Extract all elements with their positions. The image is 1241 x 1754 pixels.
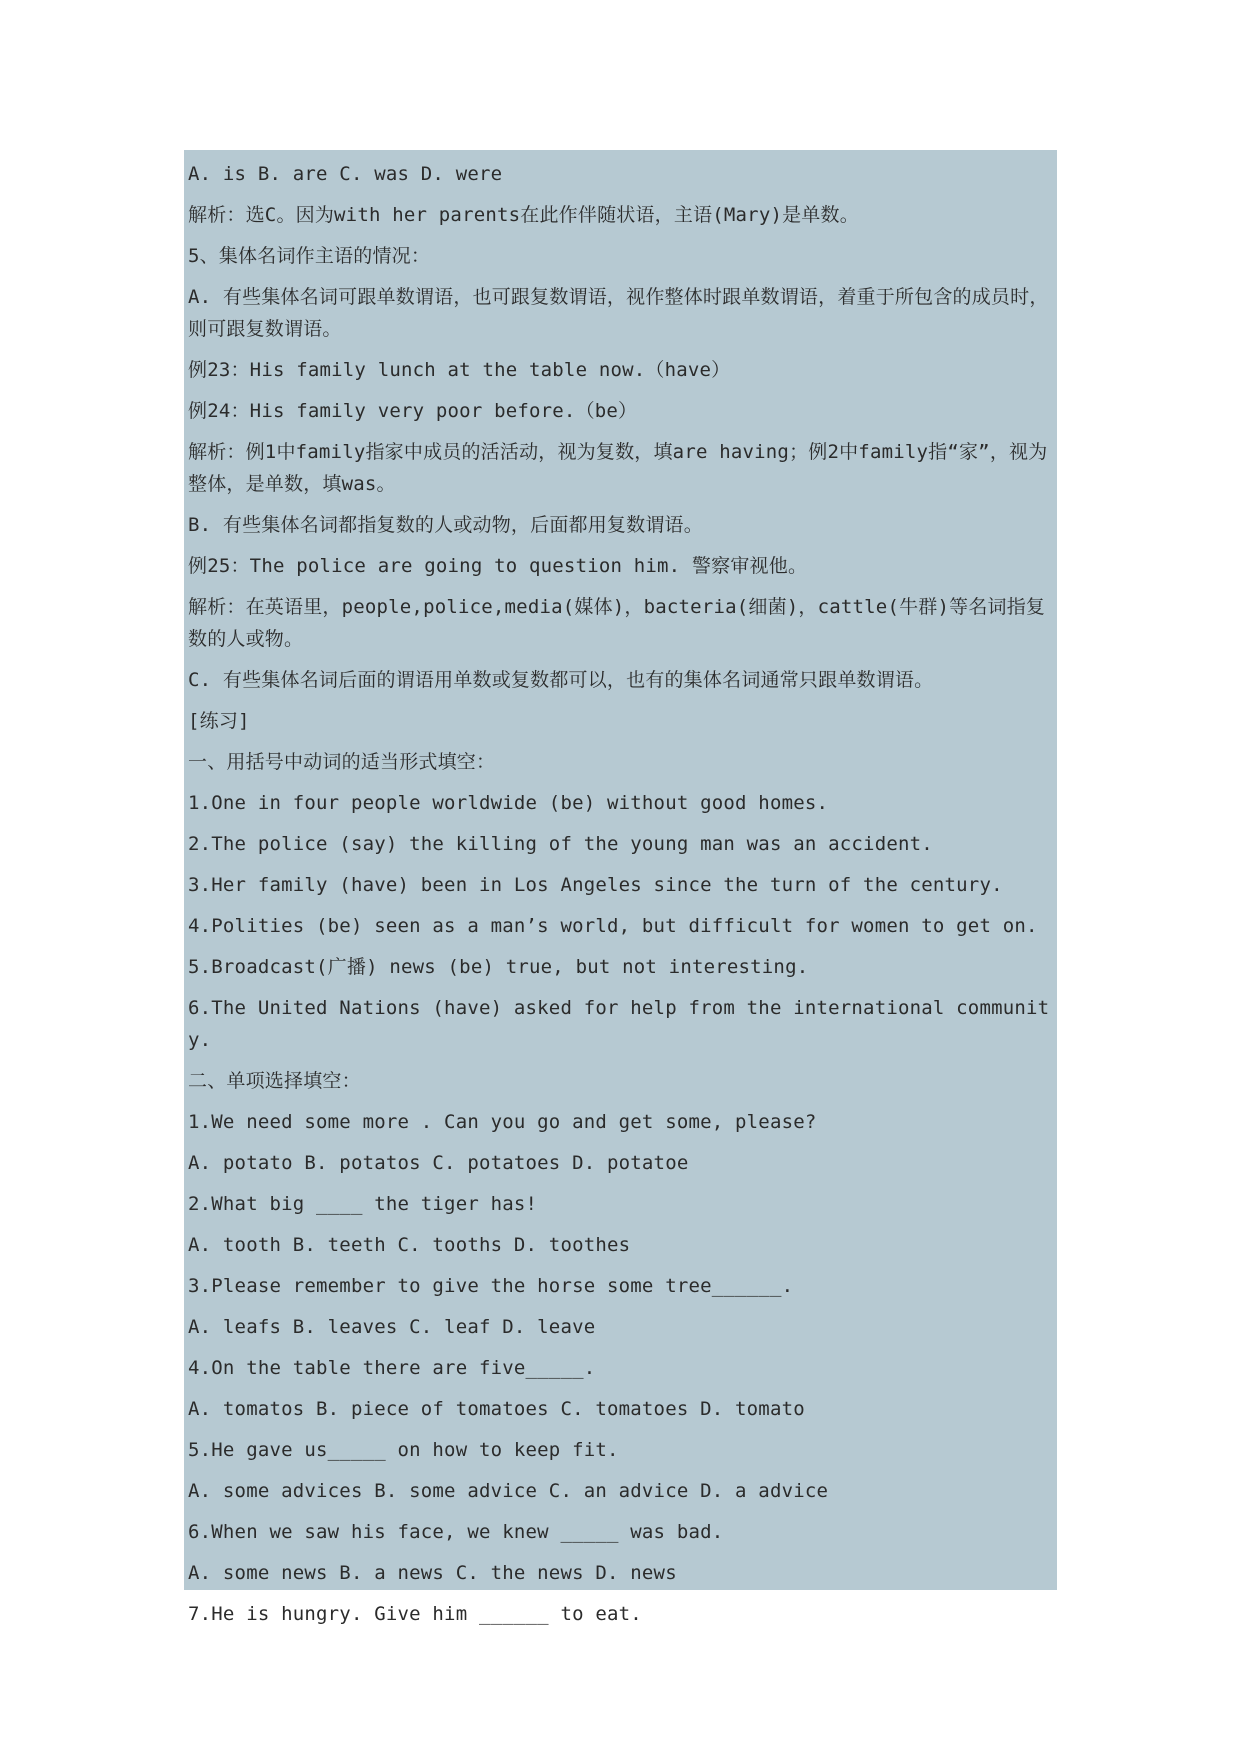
exercise-question: 4.Polities (be) seen as a man’s world, but difficult for women to get on.	[188, 915, 1038, 937]
section-heading: 5、集体名词作主语的情况：	[188, 245, 431, 267]
choice-options: A. tooth B. teeth C. tooths D. toothes	[188, 1234, 631, 1256]
exercise-question: 6.The United Nations (have) asked for help from the international community.	[188, 997, 1050, 1051]
exercise-question: 2.The police (say) the killing of the young man was an accident.	[188, 833, 933, 855]
exercise-question: 3.Her family (have) been in Los Angeles since the turn of the century.	[188, 874, 1003, 896]
exercise-section-heading: 一、用括号中动词的适当形式填空：	[188, 751, 496, 773]
rule-paragraph: C. 有些集体名词后面的谓语用单数或复数都可以，也有的集体名词通常只跟单数谓语。	[188, 669, 934, 691]
choice-question: 1.We need some more . Can you go and get some, please?	[188, 1111, 817, 1133]
practice-heading: [练习]	[188, 710, 250, 732]
choice-question: 6.When we saw his face, we knew _____ was bad.	[188, 1521, 724, 1543]
rule-paragraph: A. 有些集体名词可跟单数谓语，也可跟复数谓语，视作整体时跟单数谓语，着重于所包含的成员时，则可跟复数谓语。	[188, 286, 1049, 340]
choice-question: 3.Please remember to give the horse some tree______.	[188, 1275, 794, 1297]
example-line: 例23：His family lunch at the table now.（have）	[188, 359, 731, 381]
choice-question: 4.On the table there are five_____.	[188, 1357, 596, 1379]
analysis-paragraph: 解析：在英语里，people,police,media(媒体)，bacteria(细菌)，cattle(牛群)等名词指复数的人或物。	[188, 596, 1046, 650]
choice-options: A. some news B. a news C. the news D. news	[188, 1562, 677, 1584]
analysis-line: 解析：选C。因为with her parents在此作伴随状语，主语(Mary)是单数。	[188, 204, 859, 226]
choice-options: A. leafs B. leaves C. leaf D. leave	[188, 1316, 596, 1338]
choice-options: A. tomatos B. piece of tomatoes C. tomatoes D. tomato	[188, 1398, 805, 1420]
exercise-question: 5.Broadcast(广播) news (be) true, but not interesting.	[188, 956, 809, 978]
choice-options: A. some advices B. some advice C. an advice D. a advice	[188, 1480, 829, 1502]
document-content-block	[184, 150, 1057, 1625]
analysis-paragraph: 解析：例1中family指家中成员的活活动，视为复数，填are having；例2中family指“家”，视为整体，是单数，填was。	[188, 441, 1048, 495]
choice-question: 7.He is hungry. Give him ______ to eat.	[188, 1603, 642, 1625]
example-line: 例25：The police are going to question him. 警察审视他。	[188, 555, 808, 577]
choice-options: A. potato B. potatos C. potatoes D. potatoe	[188, 1152, 689, 1174]
example-line: 例24：His family very poor before.（be）	[188, 400, 638, 422]
exercise-question: 1.One in four people worldwide (be) without good homes.	[188, 792, 829, 814]
choice-question: 5.He gave us_____ on how to keep fit.	[188, 1439, 619, 1461]
choice-question: 2.What big ____ the tiger has!	[188, 1193, 538, 1215]
exercise-section-heading: 二、单项选择填空：	[188, 1070, 361, 1092]
option-line: A. is B. are C. was D. were	[188, 163, 503, 185]
rule-paragraph: B. 有些集体名词都指复数的人或动物，后面都用复数谓语。	[188, 514, 703, 536]
